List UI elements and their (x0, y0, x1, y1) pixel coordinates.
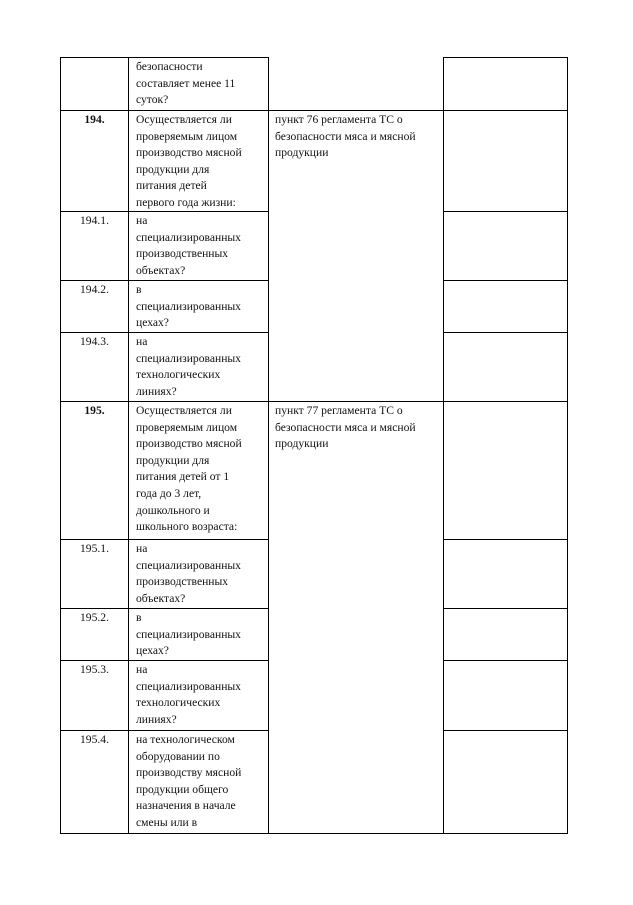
column-divider (268, 57, 269, 834)
question-cell: на специализированных производственных объектах? (136, 542, 241, 605)
row-divider (443, 57, 568, 58)
column-divider (567, 57, 568, 834)
row-divider (443, 332, 568, 333)
question-cell: Осуществляется ли проверяемым лицом производство мясной продукции для питания детей от 1 года до 3 лет, дошкольного и школьного возраста: (136, 404, 242, 534)
row-divider (60, 401, 568, 402)
row-divider (60, 280, 268, 281)
regulation-reference: пункт 76 регламента ТС о безопасности мяса и мясной продукции (275, 113, 416, 160)
item-number: 195.1. (80, 542, 109, 555)
question-cell: на технологическом оборудовании по производству мясной продукции общего назначения в начале смены или в (136, 733, 242, 829)
row-divider (443, 730, 568, 731)
column-divider (128, 57, 129, 834)
item-number: 194.3. (80, 335, 109, 348)
table-bottom-border (60, 833, 568, 834)
row-divider (443, 280, 568, 281)
question-cell: в специализированных цехах? (136, 283, 241, 330)
question-cell: безопасности составляет менее 11 суток? (136, 60, 236, 107)
question-cell: на специализированных технологических линиях? (136, 663, 241, 726)
row-divider (60, 110, 568, 111)
row-divider (60, 730, 268, 731)
item-number: 194.1. (80, 214, 109, 227)
row-divider (443, 660, 568, 661)
item-number: 195. (84, 404, 105, 417)
row-divider (60, 57, 268, 58)
row-divider (443, 608, 568, 609)
row-divider (443, 211, 568, 212)
question-cell: на специализированных технологических линиях? (136, 335, 241, 398)
question-cell: в специализированных цехах? (136, 611, 241, 658)
question-cell: на специализированных производственных объектах? (136, 214, 241, 277)
row-divider (60, 608, 268, 609)
question-cell: Осуществляется ли проверяемым лицом производство мясной продукции для питания детей первого года жизни: (136, 113, 242, 209)
column-divider (443, 57, 444, 834)
row-divider (60, 660, 268, 661)
row-divider (443, 539, 568, 540)
item-number: 195.4. (80, 733, 109, 746)
row-divider (60, 539, 268, 540)
item-number: 195.3. (80, 663, 109, 676)
row-divider (60, 332, 268, 333)
regulation-reference: пункт 77 регламента ТС о безопасности мяса и мясной продукции (275, 404, 416, 451)
item-number: 195.2. (80, 611, 109, 624)
item-number: 194.2. (80, 283, 109, 296)
column-divider (60, 57, 61, 834)
item-number: 194. (84, 113, 105, 126)
